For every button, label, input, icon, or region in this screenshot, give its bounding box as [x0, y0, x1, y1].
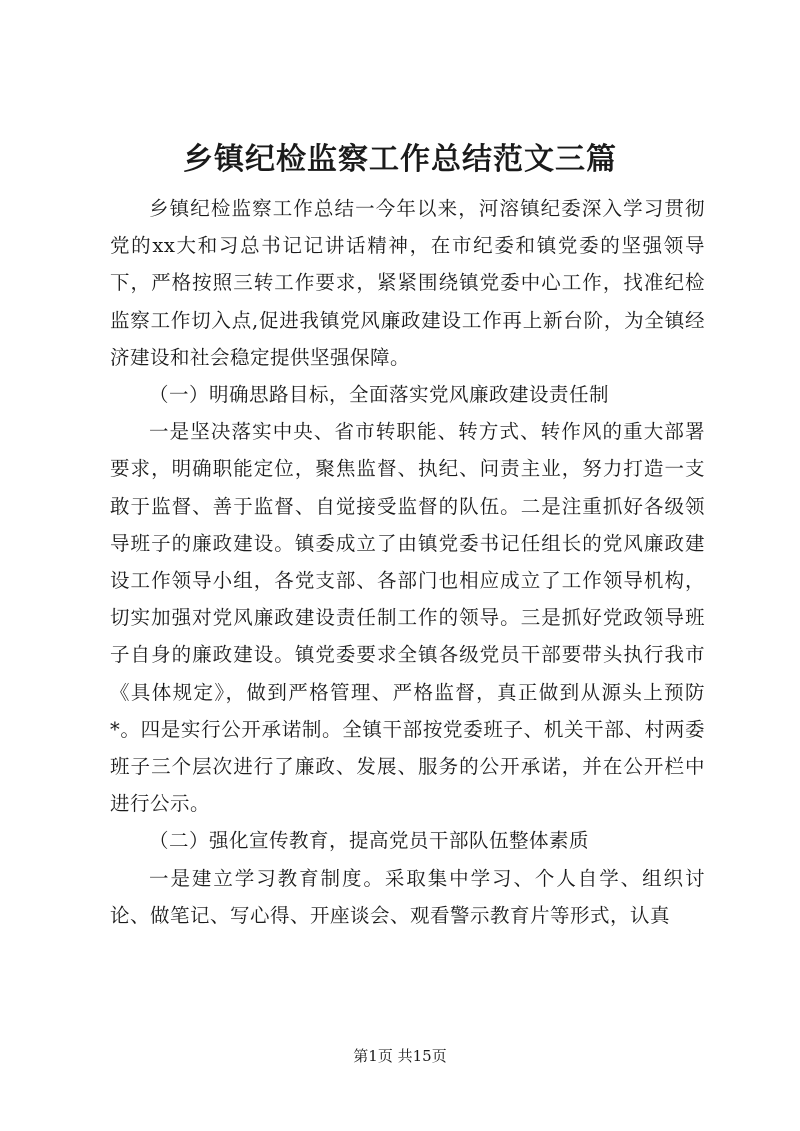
section-heading-1: （一）明确思路目标，全面落实党风廉政建设责任制	[149, 383, 610, 407]
document-body	[110, 190, 705, 934]
intro-paragraph: 乡镇纪检监察工作总结一今年以来，河溶镇纪委深入学习贯彻党的xx大和习总书记记讲话精神，在市纪委和镇党委的坚强领导下，严格按照三转工作要求，紧紧围绕镇党委中心工作，找准纪检监察工作切入点,促进我镇党风廉政建设工作再上新台阶，为全镇经济建设和社会稳定提供坚强保障。	[110, 197, 705, 369]
document-title: 乡镇纪检监察工作总结范文三篇	[183, 142, 617, 177]
page-footer: 第1页 共15页	[353, 1047, 447, 1065]
section-1-paragraph: 一是坚决落实中央、省市转职能、转方式、转作风的重大部署要求，明确职能定位，聚焦监督、执纪、问责主业，努力打造一支敢于监督、善于监督、自觉接受监督的队伍。二是注重抓好各级领导班子的廉政建设。镇委成立了由镇党委书记任组长的党风廉政建设工作领导小组，各党支部、各部门也相应成立了工作领导机构，切实加强对党风廉政建设责任制工作的领导。三是抓好党政领导班子自身的廉政建设。镇党委要求全镇各级党员干部要带头执行我市《具体规定》，做到严格管理、严格监督，真正做到从源头上预防*。四是实行公开承诺制。全镇干部按党委班子、机关干部、村两委班子三个层次进行了廉政、发展、服务的公开承诺，并在公开栏中进行公示。	[110, 420, 705, 816]
section-heading-2: （二）强化宣传教育，提高党员干部队伍整体素质	[149, 829, 590, 853]
section-2-paragraph: 一是建立学习教育制度。采取集中学习、个人自学、组织讨论、做笔记、写心得、开座谈会、观看警示教育片等形式，认真	[110, 866, 705, 927]
